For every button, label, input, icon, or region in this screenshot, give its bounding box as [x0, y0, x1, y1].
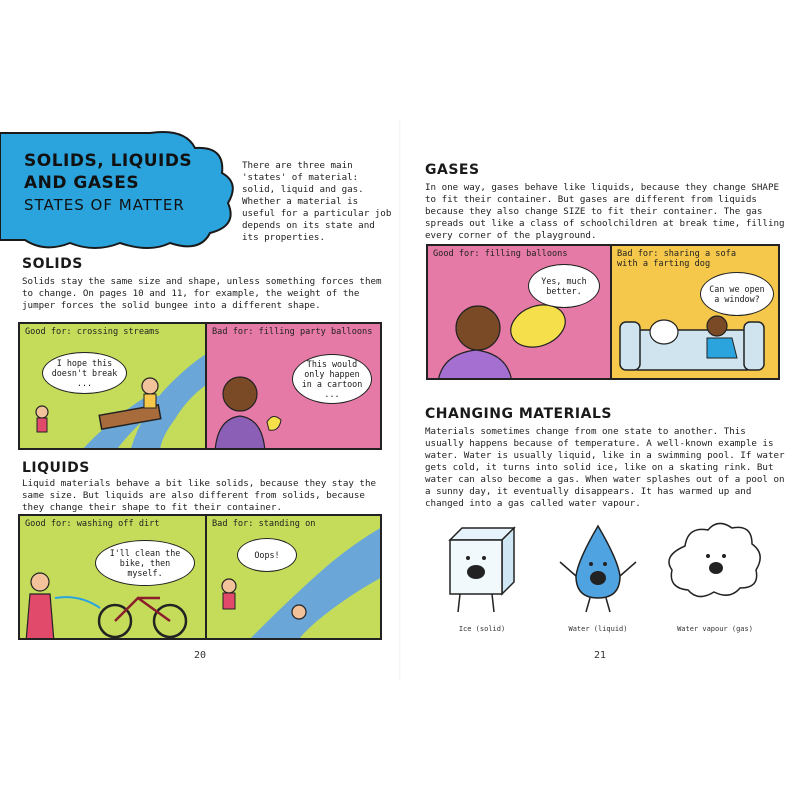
- changing-heading: CHANGING MATERIALS: [425, 406, 612, 422]
- liquids-bad-bubble: Oops!: [237, 538, 297, 572]
- page-number-left: 20: [194, 650, 207, 661]
- title-subtitle: STATES OF MATTER: [24, 196, 185, 214]
- solids-good-label: Good for: crossing streams: [25, 327, 160, 337]
- page-title: [24, 150, 192, 214]
- water-drop-illustration: [548, 520, 648, 615]
- gases-bad-panel: [610, 244, 780, 380]
- liquids-heading: LIQUIDS: [22, 460, 90, 476]
- liquids-good-label: Good for: washing off dirt: [25, 519, 160, 529]
- liquids-bad-label: Bad for: standing on: [212, 519, 316, 529]
- solids-text: Solids stay the same size and shape, unless something forces them to change. On pages 10 and 11, for example, the weight of the jumper forces the solid bungee into a different shape.: [22, 276, 382, 311]
- balloon-blowing-illustration: [428, 246, 618, 380]
- caption-ice: Ice (solid): [458, 625, 506, 633]
- right-page: [400, 0, 800, 800]
- title-line-1: SOLIDS, LIQUIDS: [24, 151, 193, 171]
- liquids-text: Liquid materials behave a bit like solids, because they stay the same size. But liquids are also different from solids, because they change their shape to fit their container.: [22, 478, 377, 513]
- liquids-bad-panel: [205, 514, 382, 640]
- gases-bad-bubble: Can we open a window?: [700, 272, 774, 316]
- gases-good-label: Good for: filling balloons: [433, 249, 568, 259]
- river-illustration: [207, 516, 382, 640]
- solids-good-bubble: I hope this doesn't break ...: [42, 352, 127, 394]
- solids-heading: SOLIDS: [22, 256, 83, 272]
- gases-text: In one way, gases behave like liquids, because they change SHAPE to fit their container. But gases are different from liquids because they also change SIZE to fit their container. The gas spreads out like a class of schoolchildren at break time, filling every corner of the playground.: [425, 182, 785, 241]
- gases-heading: GASES: [425, 162, 480, 178]
- solids-bad-label: Bad for: filling party balloons: [212, 327, 373, 337]
- caption-vapour: Water vapour (gas): [677, 625, 753, 633]
- vapour-cloud-illustration: [660, 516, 770, 611]
- solids-bad-panel: [205, 322, 382, 450]
- caption-water: Water (liquid): [568, 625, 628, 633]
- liquids-good-panel: [18, 514, 213, 640]
- gases-good-bubble: Yes, much better.: [528, 264, 600, 308]
- ice-cube-illustration: [432, 520, 532, 615]
- solids-bad-bubble: This would only happen in a cartoon ...: [292, 354, 372, 404]
- title-line-2: AND GASES: [24, 173, 140, 193]
- changing-text: Materials sometimes change from one state to another. This usually happens because of temperature. A well-known example is water. Water is usually liquid, like in a swimming pool. If water gets cold, it turns into solid ice, like on a skating rink. But water can also become a gas. When water splashes out of a pool on a sunny day, it eventually disappears. It has warmed up and changed into a gas called water vapour.: [425, 426, 785, 509]
- intro-text: There are three main 'states' of material: solid, liquid and gas. Whether a material is useful for a particular job depends on its state and its properties.: [242, 160, 392, 243]
- gases-bad-label: Bad for: sharing a sofa with a farting dog: [617, 249, 736, 269]
- page-number-right: 21: [594, 650, 607, 661]
- liquids-good-bubble: I'll clean the bike, then myself.: [95, 540, 195, 586]
- solids-good-panel: [18, 322, 213, 450]
- gases-good-panel: [426, 244, 618, 380]
